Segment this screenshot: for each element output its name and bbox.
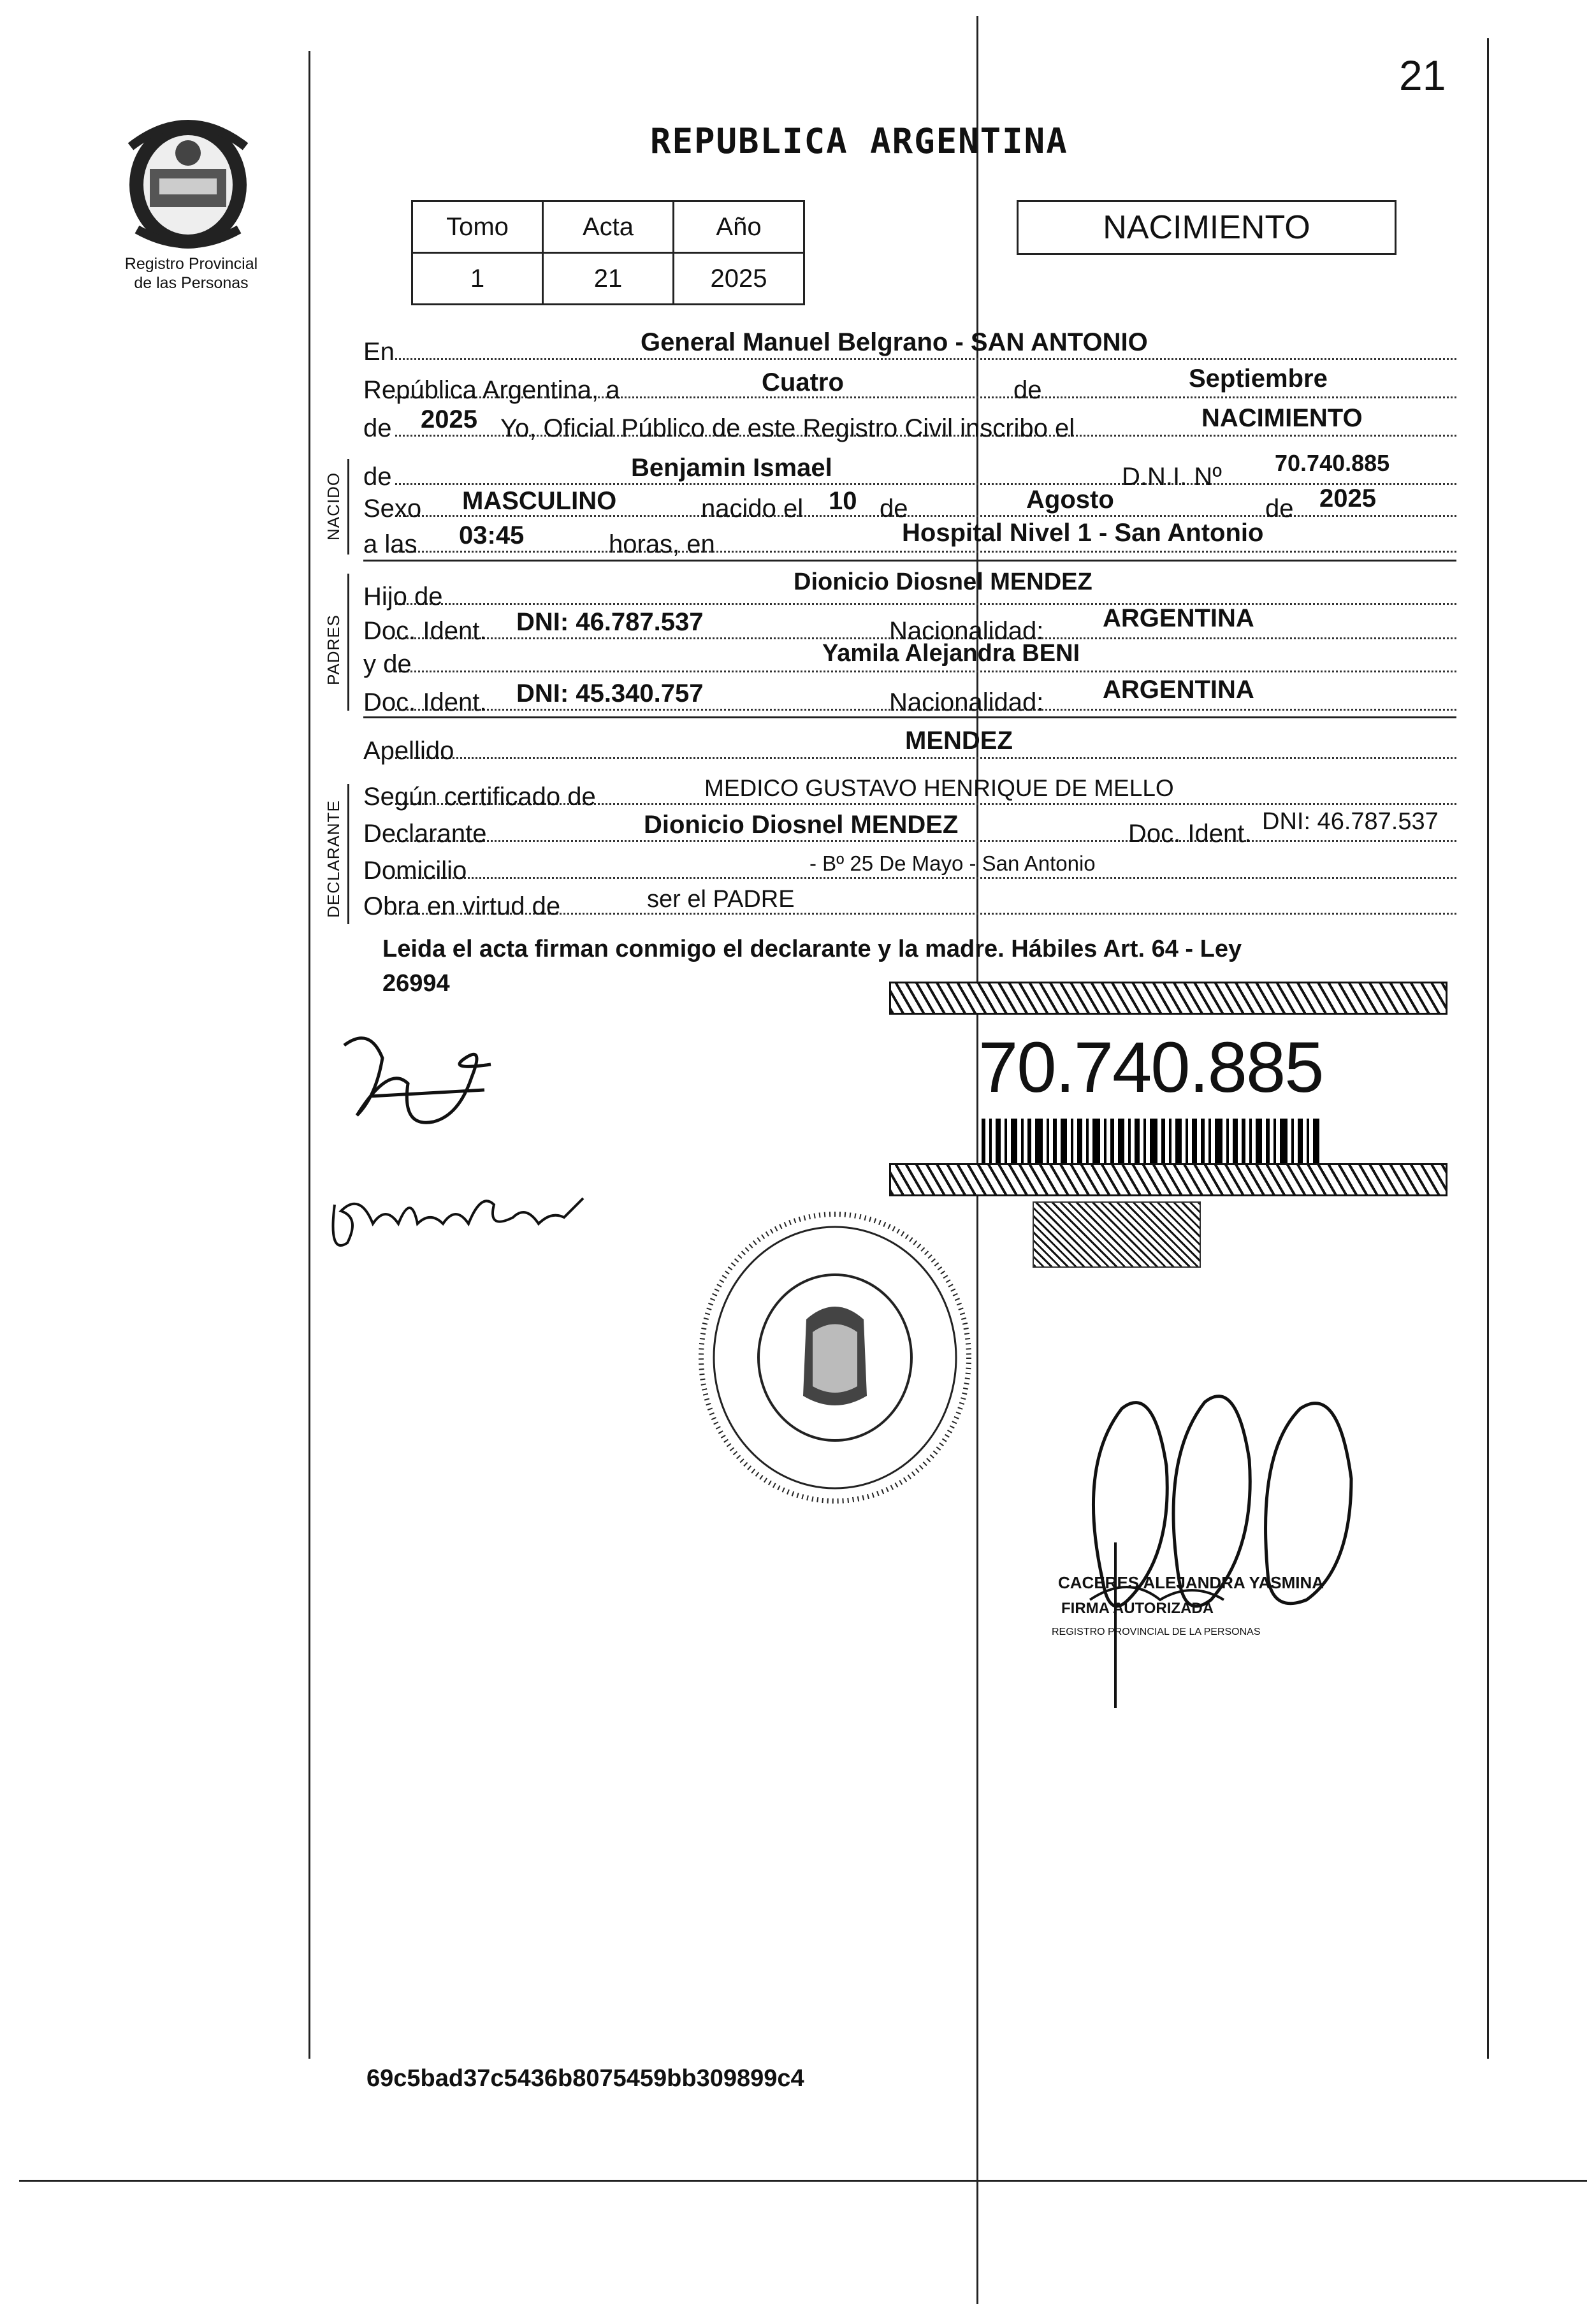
sexo-label: Sexo [363, 495, 422, 523]
mother-name: Yamila Alejandra BENI [822, 640, 1080, 667]
dni-label: D.N.I. Nº [1122, 463, 1222, 491]
child-sex: MASCULINO [462, 487, 617, 515]
mother-signature-icon [322, 1166, 590, 1268]
official-round-seal-icon [688, 1205, 982, 1511]
birth-de1: de [880, 495, 908, 523]
acta-value: 21 [543, 253, 674, 305]
act-day: Cuatro [762, 368, 844, 396]
closing-line-1: Leida el acta firman conmigo el declarante y la madre. Hábiles Art. 64 - Ley [382, 936, 1242, 962]
security-band-bottom [889, 1163, 1447, 1196]
declarant-signature-icon [331, 1020, 523, 1147]
birth-hour: 03:45 [459, 521, 525, 549]
domicilio-value: - Bº 25 De Mayo - San Antonio [809, 852, 1096, 875]
page-number: 21 [1399, 52, 1446, 99]
father-name: Dionicio Diosnel MENDEZ [794, 569, 1092, 595]
hash-code: 69c5bad37c5436b8075459bb309899c4 [366, 2065, 804, 2092]
father-nat-label: Nacionalidad: [889, 617, 1044, 645]
declarante-section-label: DECLARANTE [324, 800, 343, 918]
act-place: General Manuel Belgrano - SAN ANTONIO [641, 328, 1148, 356]
certificado-value: MEDICO GUSTAVO HENRIQUE DE MELLO [704, 775, 1174, 801]
birth-year: 2025 [1319, 484, 1376, 512]
act-de-label: de [1013, 376, 1042, 404]
anio-header: Año [674, 201, 804, 253]
mother-doc-label: Doc. Ident. [363, 688, 487, 716]
father-nationality: ARGENTINA [1103, 604, 1254, 632]
left-margin-line [308, 51, 310, 2059]
child-dni: 70.740.885 [1275, 450, 1390, 476]
closing-line-2: 26994 [382, 970, 450, 997]
act-inscribed: NACIMIENTO [1201, 404, 1363, 432]
alas-label: a las [363, 530, 417, 558]
logo-caption-2: de las Personas [134, 274, 249, 292]
declarante-name: Dionicio Diosnel MENDEZ [644, 811, 959, 839]
father-doc-label: Doc. Ident. [363, 617, 487, 645]
mother-nationality: ARGENTINA [1103, 676, 1254, 704]
bottom-rule [19, 2180, 1587, 2182]
apellido-value: MENDEZ [905, 727, 1013, 755]
domicilio-label: Domicilio [363, 857, 467, 885]
child-name: Benjamin Ismael [631, 454, 832, 482]
nacido-el-label: nacido el [701, 495, 804, 523]
nacido-section-label: NACIDO [324, 472, 343, 540]
right-margin-line [1487, 38, 1489, 2059]
tomo-value: 1 [412, 253, 543, 305]
birth-place: Hospital Nivel 1 - San Antonio [902, 519, 1264, 547]
security-band-top [889, 982, 1447, 1015]
official-office: REGISTRO PROVINCIAL DE LA PERSONAS [1052, 1627, 1261, 1637]
apellido-label: Apellido [363, 737, 454, 765]
official-title: FIRMA AUTORIZADA [1061, 1600, 1214, 1617]
oficial-text: Yo, Oficial Público de este Registro Civil inscribo el [500, 414, 1075, 442]
horas-label: horas, en [609, 530, 715, 558]
obra-label: Obra en virtud de [363, 892, 561, 920]
logo-caption-1: Registro Provincial [124, 255, 258, 273]
nacido-bracket [347, 459, 349, 555]
mother-doc: DNI: 45.340.757 [516, 679, 704, 707]
coat-of-arms-icon [112, 108, 265, 255]
acta-header: Acta [543, 201, 674, 253]
birth-day: 10 [829, 487, 857, 515]
declarante-doc-label: Doc. Ident. [1128, 820, 1252, 848]
mother-nat-label: Nacionalidad: [889, 688, 1044, 716]
country-title: REPUBLICA ARGENTINA [650, 121, 1068, 161]
barcode-number: 70.740.885 [978, 1027, 1323, 1107]
padres-section-label: PADRES [324, 614, 343, 685]
nacido-de-label: de [363, 463, 392, 491]
y-de-label: y de [363, 650, 412, 678]
father-doc: DNI: 46.787.537 [516, 608, 704, 636]
declarante-doc: DNI: 46.787.537 [1262, 808, 1439, 835]
en-label: En [363, 338, 395, 366]
official-signature-icon [1052, 1389, 1421, 1721]
separator-nacido [363, 560, 1456, 562]
birth-month: Agosto [1026, 486, 1114, 514]
official-name: CACERES ALEJANDRA YASMINA [1058, 1573, 1324, 1592]
certificado-label: Según certificado de [363, 783, 596, 811]
security-seal-pattern [1033, 1201, 1201, 1268]
tomo-header: Tomo [412, 201, 543, 253]
provincial-logo [112, 108, 265, 255]
republica-label: República Argentina, a [363, 376, 620, 404]
act-month: Septiembre [1189, 365, 1328, 393]
obra-value: ser el PADRE [647, 886, 795, 913]
declarante-bracket [347, 784, 349, 924]
hijo-de-label: Hijo de [363, 583, 443, 611]
act-year-prefix: de [363, 414, 392, 442]
padres-bracket [347, 574, 349, 711]
act-type-box: NACIMIENTO [1017, 200, 1396, 255]
act-year: 2025 [421, 405, 477, 433]
anio-value: 2025 [674, 253, 804, 305]
declarante-label: Declarante [363, 820, 487, 848]
birth-de2: de [1265, 495, 1294, 523]
